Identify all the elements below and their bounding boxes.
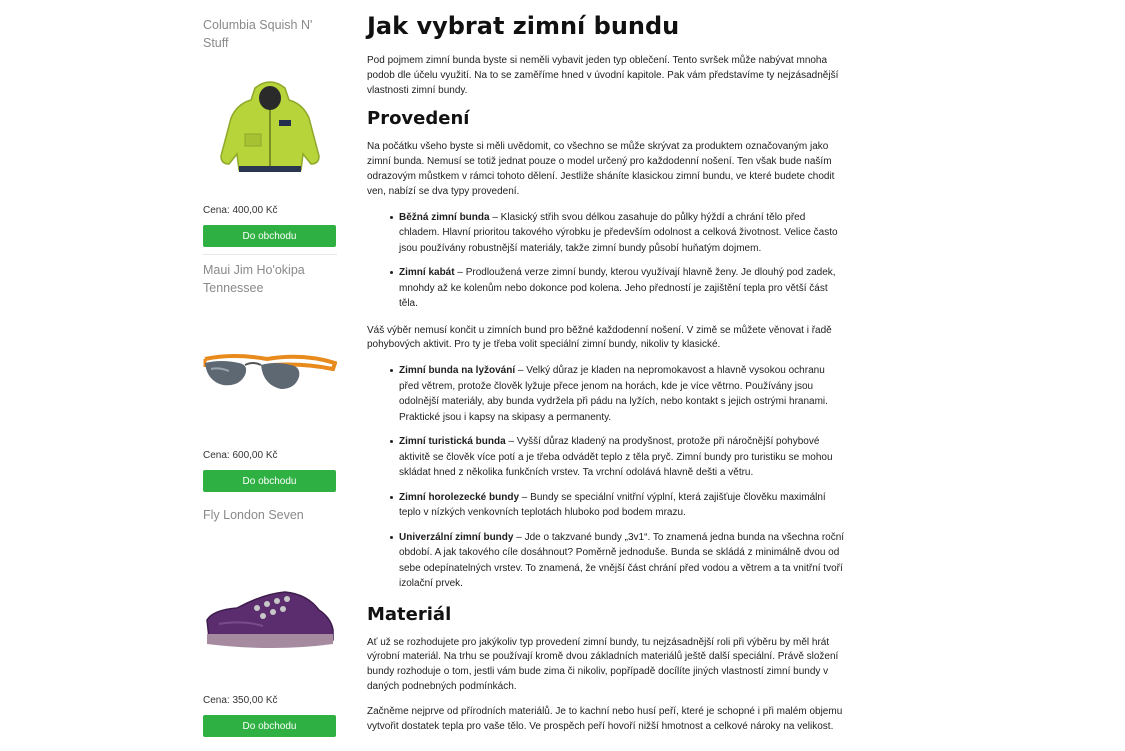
product-name[interactable]: Maui Jim Ho'okipa Tennessee xyxy=(203,263,305,295)
product-name[interactable]: Fly London Seven xyxy=(203,508,304,522)
shop-button[interactable]: Do obchodu xyxy=(203,225,336,247)
bullet-list xyxy=(367,363,847,592)
product-card xyxy=(203,506,337,751)
article xyxy=(367,12,847,744)
product-name[interactable]: Columbia Squish N' Stuff xyxy=(203,18,313,50)
shop-button[interactable]: Do obchodu xyxy=(203,470,336,492)
list-item: Univerzální zimní bundy – Jde o takzvané bundy „3v1“. To znamená jedna bunda na všechna roční období. A jak takového cíle dosáhnout? Poměrně jednoduše. Bunda se skládá z minimálně dvou od sebe odepínatelných vrstev. To znamená, že vnější část chrání před vodou a větrem a ta vnitřní tvoří izolační prvek. xyxy=(399,530,847,592)
list-item: Zimní kabát – Prodloužená verze zimní bundy, kterou využívají hlavně ženy. Je dlouhý pod zadek, mnohdy až ke kolenům nebo dokonce pod kolena. Jeho předností je zajištění tepla pro větší část těla. xyxy=(399,265,847,312)
list-item: Zimní turistická bunda – Vyšší důraz kladený na prodyšnost, protože při náročnější pohybové aktivitě se člověk více potí a je třeba odvádět teplo z těla pryč. Zimní bundy pro turistiku se mohou skládat hned z několika funkčních vrstev. Ta vrchní odolává hlavně dešti a větru. xyxy=(399,434,847,481)
section-heading: Materiál xyxy=(367,603,452,625)
bullet-list xyxy=(367,210,847,312)
paragraph: Na počátku všeho byste si měli uvědomit, co všechno se může skrývat za produktem označovaným jako zimní bunda. Nemusí se totiž jednat pouze o model určený pro každodenní nošení. Ten však bude naším odrazovým můstkem v rámci tohoto dělení. Jestliže sháníte klasickou zimní bundu, ve které budete chodit ven, nabízí se dva typy provedení. xyxy=(367,141,835,197)
paragraph: Začněme nejprve od přírodních materiálů. Je to kachní nebo husí peří, které je schopné i při malém objemu vytvořit dostatek tepla pro vaše tělo. Ve prospěch peří hovoří nižší hmotnost a celkové nároky na velikost. xyxy=(367,705,843,732)
section-heading: Provedení xyxy=(367,108,470,130)
sunglasses-image[interactable] xyxy=(203,319,337,439)
product-price: Cena: 600,00 Kč xyxy=(203,450,278,461)
product-price: Cena: 400,00 Kč xyxy=(203,205,278,216)
divider xyxy=(203,254,337,255)
purple-shoe-image[interactable] xyxy=(203,564,337,684)
paragraph: Ať už se rozhodujete pro jakýkoliv typ provedení zimní bundy, tu nejzásadnější roli při výběru by měl hrát výrobní materiál. Na trhu se používají kromě dvou základních materiálů ještě další speciální. Právě složení bundy rozhoduje o tom, jestli vám bude zima či nikoliv, popřípadě docílíte jiných vlastností zimní bundy v daných podnebných podmínkách. xyxy=(367,636,839,693)
green-jacket-image[interactable] xyxy=(203,74,337,194)
list-item: Zimní bunda na lyžování – Velký důraz je kladen na nepromokavost a hlavně vysokou ochranu před větrem, protože člověk lyžuje přece jenom na horách, kde je více větrno. Používány jsou odolnější materiály, aby bunda vydržela při pádu na lyžích, nebo kontakt s jejich ostrými hranami. Praktické jsou i kapsy na skipasy a permanenty. xyxy=(399,363,847,425)
product-price: Cena: 350,00 Kč xyxy=(203,695,278,706)
list-item: Běžná zimní bunda – Klasický střih svou délkou zasahuje do půlky hýždí a chrání tělo před chladem. Hlavní prioritou takového výrobku je především odolnost a celková životnost. Velice často jsou používány robustnější materiály, takže zimní bundy působí huňatým dojmem. xyxy=(399,210,847,257)
page-title: Jak vybrat zimní bundu xyxy=(367,12,680,40)
shop-button[interactable]: Do obchodu xyxy=(203,715,336,737)
list-item: Zimní horolezecké bundy – Bundy se speciální vnitřní výplní, která zajišťuje člověku maximální teplo v nízkých venkovních teplotách hluboko pod bodem mrazu. xyxy=(399,490,847,521)
paragraph: Váš výběr nemusí končit u zimních bund pro běžné každodenní nošení. V zimě se můžete věnovat i řadě pohybových aktivit. Pro ty je třeba volit speciální zimní bundy, nikoliv ty klasické. xyxy=(367,324,832,351)
product-sidebar xyxy=(203,16,337,751)
product-card xyxy=(203,16,337,261)
product-card xyxy=(203,261,337,506)
intro-paragraph: Pod pojmem zimní bunda byste si neměli vybavit jeden typ oblečení. Tento svršek může nabývat mnoha podob dle účelu využití. Na to se zaměříme hned v úvodní kapitole. Pak vám představíme ty nejzásadnější vlastnosti zimní bundy. xyxy=(367,55,839,96)
